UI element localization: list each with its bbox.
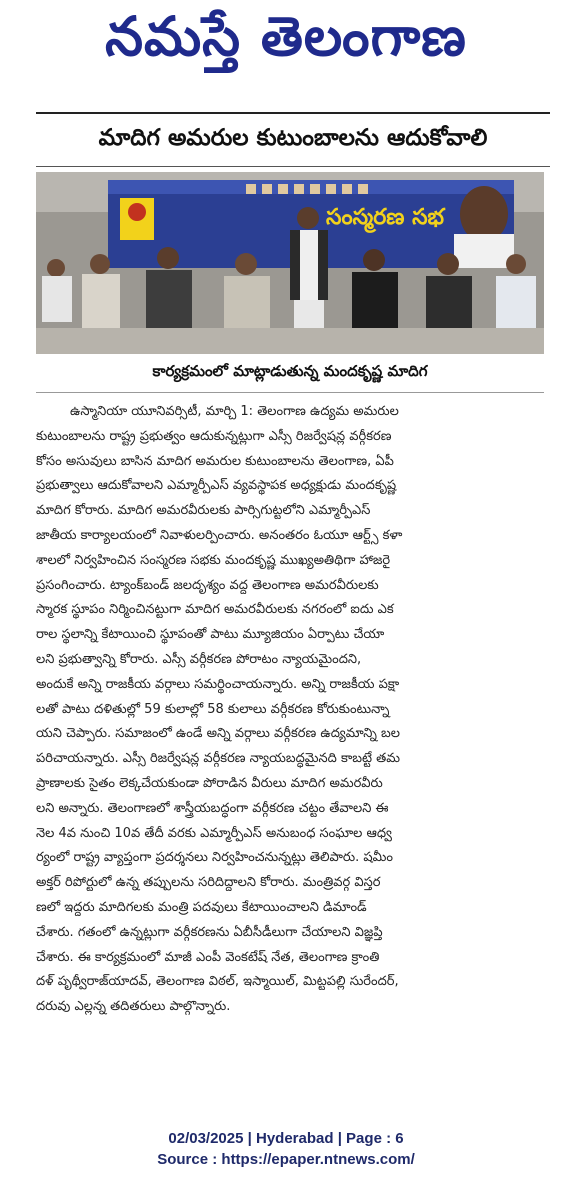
article-body: [36, 400, 546, 1020]
event-photo-illustration: [36, 172, 544, 354]
body-line: అందుకే అన్ని రాజకీయ వర్గాలు సమర్థించాయన్నారు. అన్ని రాజకీయ పక్షా: [36, 676, 400, 692]
event-photo: [36, 172, 544, 354]
stage-table: [36, 328, 544, 354]
body-line: దళ్ పృథ్వీరాజ్‌యాదవ్, తెలంగాణ విఠల్, ఇస్మాయిల్, మిట్టపల్లి సురేందర్,: [36, 974, 399, 990]
body-line: ర్యంలో రాష్ట్ర వ్యాప్తంగా ప్రదర్శనలు నిర్వహించనున్నట్లు తెలిపారు. షమీం: [36, 850, 393, 866]
body-line: ప్రసంగించారు. ట్యాంక్‌బండ్ జలదృశ్యం వద్ద తెలంగాణ అమరవీరులకు: [36, 577, 379, 593]
body-line: ఉస్మానియా యూనివర్సిటీ, మార్చి 1: తెలంగాణ ఉద్యమ అమరుల: [70, 404, 399, 419]
photo-caption: కార్యక్రమంలో మాట్లాడుతున్న మందకృష్ణ మాదిగ: [152, 362, 428, 380]
body-line: చేశారు. ఈ కార్యక్రమంలో మాజీ ఎంపీ వెంకటేష్ నేత, తెలంగాణ క్రాంతి: [36, 949, 380, 965]
body-line: యని చెప్పారు. సమాజంలో ఉండే అన్ని వర్గాలు వర్గీకరణ ఉద్యమాన్ని బల: [36, 726, 400, 742]
banner-text: సంస్మరణ సభ: [326, 205, 445, 230]
headline-bottom-rule: [36, 166, 550, 167]
body-line: చేశారు. గతంలో ఉన్నట్లుగా వర్గీకరణను ఏబీసీడీలుగా చేయాలని విజ్ఞప్తి: [36, 924, 383, 940]
body-line: రాల స్థలాన్ని కేటాయించి స్థూపంతో పాటు మ్యూజియం ఏర్పాటు చేయా: [36, 627, 385, 643]
body-line: ప్రాణాలకు సైతం లెక్కచేయకుండా పోరాడిన వీరులు మాదిగ అమరవీరు: [36, 775, 383, 791]
body-line: దరువు ఎల్లన్న తదితరులు పాల్గొన్నారు.: [36, 999, 231, 1015]
body-line: ప్రభుత్వాలు ఆదుకోవాలని ఎమ్మార్పీఎస్ వ్యవస్థాపక అధ్యక్షుడు మందకృష్ణ: [36, 478, 397, 494]
body-line: మాదిగ కోరారు. మాదిగ అమరవీరులకు పార్సిగుట్టలోని ఎమ్మార్పీఎస్: [36, 503, 371, 519]
newspaper-masthead: [0, 0, 572, 86]
body-line: లని ప్రభుత్వాన్ని కోరారు. ఎస్సీ వర్గీకరణ పోరాటం న్యాయమైందని,: [36, 651, 362, 667]
body-line: కోసం అసువులు బాసిన మాదిగ అమరుల కుటుంబాలను తెలంగాణ, ఏపీ: [36, 453, 394, 469]
body-line: లతో పాటు దళితుల్లో 59 కులాల్లో 58 కులాలు వర్గీకరణ కోరుకుంటున్నా: [36, 701, 390, 717]
body-line: శాలలో నిర్వహించిన సంస్మరణ సభకు మందకృష్ణ ముఖ్యఅతిథిగా హాజరై: [36, 552, 391, 568]
body-line: నెల 4వ నుంచి 10వ తేదీ వరకు ఎమ్మార్పీఎస్ అనుబంధ సంఘాల ఆధ్వ: [36, 825, 392, 841]
body-line: జాతీయ కార్యాలయంలో నివాళులర్పించారు. అనంతరం ఓయూ ఆర్ట్స్ కళా: [36, 527, 403, 543]
banner-portrait: [460, 186, 508, 242]
body-line: కుటుంబాలను రాష్ట్ర ప్రభుత్వం ఆదుకున్నట్లుగా ఎస్సీ రిజర్వేషన్ల వర్గీకరణ: [36, 428, 392, 444]
masthead-title: నమస్తే తెలంగాణ: [105, 4, 467, 68]
caption-rule: [36, 392, 544, 393]
article-headline: మాదిగ అమరుల కుటుంబాలను ఆదుకోవాలి: [98, 125, 488, 151]
body-line: లని అన్నారు. తెలంగాణలో శాస్త్రీయబద్ధంగా వర్గీకరణ చట్టం తేవాలని ఈ: [36, 800, 389, 816]
body-line: అక్తర్ రిపోర్టులో ఉన్న తప్పులను సరిదిద్దాలని కోరారు. మంత్రివర్గ విస్తర: [36, 875, 381, 891]
footer-dateline: 02/03/2025 | Hyderabad | Page : 6: [168, 1130, 404, 1147]
body-line: ణలో ఇద్దరు మాదిగలకు మంత్రి పదవులు కేటాయించాలని డిమాండ్: [36, 899, 367, 915]
body-line: స్మారక స్థూపం నిర్మించినట్టుగా మాదిగ అమరవీరులకు నగరంలో ఐదు ఎక: [36, 602, 394, 618]
page-footer: [0, 1128, 572, 1170]
footer-source-link[interactable]: Source : https://epaper.ntnews.com/: [157, 1151, 415, 1168]
body-line: పరిచాయన్నారు. ఎస్సీ రిజర్వేషన్ల వర్గీకరణ న్యాయబద్ధమైనది కాబట్టే తమ: [36, 751, 401, 767]
headline-top-rule: [36, 112, 550, 114]
